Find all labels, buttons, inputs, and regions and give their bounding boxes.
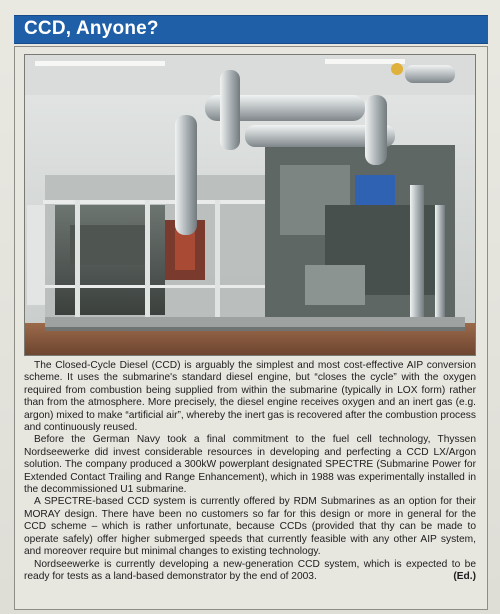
engine-photo [24, 54, 476, 356]
engine-photo-icon [25, 55, 475, 355]
page-title: CCD, Anyone? [24, 18, 159, 39]
article-paragraph: The Closed-Cycle Diesel (CCD) is arguably the simplest and most cost-effective AIP conversion scheme. It uses the submarine's standard diesel engine, but “closes the cycle” with the oxygen required from combustion being supplied from within the submarine (typically in LOX form) rather than from the atmosphere. More precisely, the diesel engine receives oxygen and an inert gas (e.g. argon) mixed to make “artificial air”, whereby the inert gas is recovered after the combustion process and continuously reused. [24, 360, 476, 434]
article-body [24, 360, 476, 583]
article-paragraph-last [24, 559, 476, 584]
article-paragraph: A SPECTRE-based CCD system is currently offered by RDM Submarines as an option for their MORAY design. There have been no customers so far for this design or more in general for the CCD scheme – which is rather unfortunate, because CCDs (provided that thy can be made to operate safely) offer higher submerged speeds that currently feasible with any other AIP system, and moreover require but minimal changes to existing technology. [24, 496, 476, 558]
article-paragraph-text: Nordseewerke is currently developing a new-generation CCD system, which is expected to be ready for tests as a land-based demonstrator by the end of 2003. [24, 558, 476, 582]
section-header-bar [14, 15, 488, 44]
article-paragraph: Before the German Navy took a final commitment to the fuel cell technology, Thyssen Nordseewerke did invest considerable resources in developing and perfecting a CCD LX/Argon solution. The company produced a 300kW powerplant designated SPECTRE (Submarine Power for Extended Contact Trailing and Range Enhancement), which in 1988 was experimentally installed in the decommissioned U1 submarine. [24, 434, 476, 496]
editor-signature: (Ed.) [453, 570, 476, 582]
